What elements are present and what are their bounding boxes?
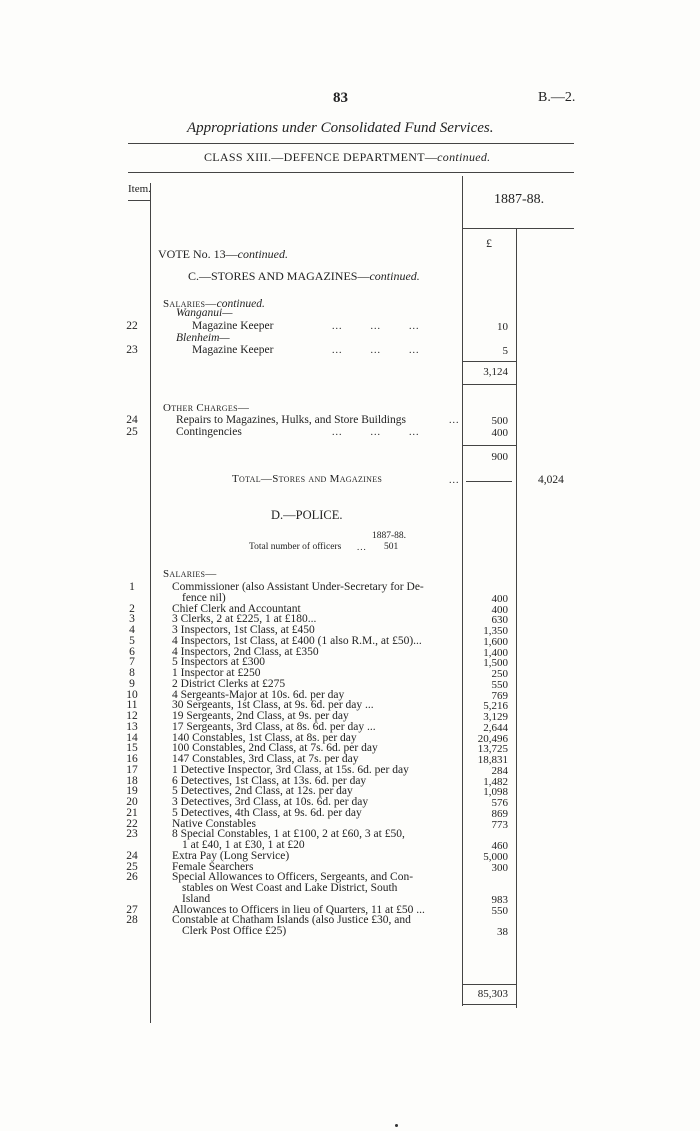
police-item-amount: 869 — [491, 807, 508, 820]
police-salaries-label: Salaries— — [163, 568, 217, 580]
police-item-amount: 300 — [491, 861, 508, 874]
class-heading-main: CLASS XIII.—DEFENCE DEPARTMENT— — [204, 150, 438, 164]
stores-item-amount: 5 — [502, 345, 508, 357]
subtotal-rule — [462, 445, 516, 446]
currency-symbol: £ — [486, 236, 492, 250]
document-reference: B.—2. — [538, 90, 576, 105]
police-item-amount: 400 — [491, 603, 508, 616]
subtotal-rule — [462, 984, 516, 985]
police-item-number: 22 — [126, 817, 138, 830]
police-item-description: fence nil) — [182, 591, 226, 604]
police-item-amount: 630 — [491, 614, 508, 627]
police-item-description: 19 Sergeants, 2nd Class, at 9s. per day — [172, 710, 349, 722]
police-item-amount: 38 — [497, 926, 508, 938]
police-item-number: 5 — [129, 634, 135, 647]
police-item-description: 5 Detectives, 2nd Class, at 12s. per day — [172, 785, 353, 798]
police-item-number: 25 — [126, 860, 138, 873]
police-item-description: 1 at £40, 1 at £30, 1 at £20 — [182, 839, 305, 851]
police-item-description: 8 Special Constables, 1 at £100, 2 at £60, 3 at £50, — [172, 828, 405, 841]
vote-heading — [158, 247, 288, 262]
police-item-amount: 5,216 — [483, 700, 508, 713]
police-item-description: 140 Constables, 1st Class, at 8s. per day — [172, 731, 357, 744]
other-charges-subtotal: 900 — [491, 451, 508, 463]
police-item-number: 16 — [126, 753, 138, 765]
police-item-description: stables on West Coast and Lake District, South — [182, 882, 398, 894]
stores-item-description: Magazine Keeper — [192, 344, 274, 356]
stores-salaries-text: Salaries— — [163, 298, 217, 310]
police-item-description: 1 Detective Inspector, 3rd Class, at 15s. 6d. per day — [172, 763, 409, 776]
police-item-description: 4 Inspectors, 1st Class, at £400 (1 also R.M., at £50)... — [172, 634, 422, 647]
police-item-amount: 284 — [491, 764, 508, 777]
amount-column-left-rule — [462, 176, 463, 1006]
police-item-number: 20 — [126, 796, 138, 808]
police-item-number: 15 — [126, 742, 138, 755]
police-item-amount: 460 — [491, 840, 508, 852]
other-item-description: Contingencies — [176, 426, 242, 438]
police-item-description: 2 District Clerks at £275 — [172, 677, 286, 690]
police-item-number: 24 — [126, 849, 138, 862]
police-item-description: 100 Constables, 2nd Class, at 7s. 6d. per day — [172, 742, 378, 755]
officers-label: Total number of officers — [249, 542, 342, 552]
other-charges-label: Other Charges— — [163, 402, 250, 414]
police-item-amount: 1,350 — [483, 625, 508, 637]
police-item-amount: 2,644 — [483, 721, 508, 734]
police-item-description: Chief Clerk and Accountant — [172, 602, 301, 615]
police-item-amount: 983 — [491, 893, 508, 906]
police-item-amount: 400 — [491, 592, 508, 605]
police-item-number: 23 — [126, 828, 138, 841]
police-item-amount: 20,496 — [477, 732, 508, 745]
class-heading — [204, 150, 490, 165]
police-heading: D.—POLICE. — [271, 508, 343, 522]
leader-dots: ... ... ... — [332, 427, 420, 438]
police-item-amount: 1,500 — [483, 657, 508, 670]
other-item-number: 24 — [126, 414, 138, 426]
vote-heading-continued: continued. — [237, 247, 288, 261]
police-item-amount: 550 — [491, 678, 508, 691]
police-item-description: Female Searchers — [172, 860, 254, 873]
police-item-amount: 1,400 — [483, 646, 508, 659]
police-item-number: 2 — [129, 602, 135, 615]
police-item-description: 5 Detectives, 4th Class, at 9s. 6d. per day — [172, 806, 362, 819]
police-item-description: Island — [182, 892, 211, 905]
other-item-amount: 400 — [491, 427, 508, 439]
leader-dots: ... ... ... — [332, 345, 420, 356]
police-item-number: 13 — [126, 720, 138, 733]
year-column-header: 1887-88. — [494, 192, 545, 207]
stores-total-label: Total—Stores and Magazines — [232, 473, 383, 485]
other-item-number: 25 — [126, 426, 138, 438]
year-header-rule — [462, 228, 574, 229]
item-header-rule — [128, 200, 150, 201]
police-item-amount: 1,482 — [483, 775, 508, 788]
total-rule — [466, 481, 512, 482]
stores-item-number: 23 — [126, 344, 138, 356]
police-item-number: 18 — [126, 774, 138, 787]
officers-count: 501 — [384, 542, 399, 552]
police-item-amount: 550 — [491, 904, 508, 917]
page-mark — [395, 1124, 398, 1127]
police-item-number: 11 — [126, 699, 138, 712]
page-title: Appropriations under Consolidated Fund Services. — [187, 120, 494, 136]
leader-dots: ... — [449, 415, 460, 426]
police-item-number: 12 — [126, 710, 138, 722]
stores-salaries-subtotal: 3,124 — [483, 366, 508, 378]
police-item-amount: 13,725 — [477, 743, 508, 756]
stores-item-description: Magazine Keeper — [192, 320, 274, 332]
officers-year: 1887-88. — [372, 531, 407, 541]
heading-rule — [128, 172, 574, 173]
police-item-number: 9 — [129, 677, 135, 690]
police-item-number: 1 — [129, 581, 135, 593]
title-rule — [128, 143, 574, 144]
police-item-number: 28 — [126, 914, 138, 927]
stores-item-amount: 10 — [497, 321, 508, 333]
police-item-description: Native Constables — [172, 817, 256, 830]
police-item-amount: 18,831 — [477, 754, 508, 766]
police-item-description: Allowances to Officers in lieu of Quarters, 11 at £50 ... — [172, 903, 425, 916]
stores-salaries-continued: continued. — [216, 298, 265, 310]
wanganui-label: Wanganui— — [176, 307, 233, 319]
subtotal-rule — [462, 361, 516, 362]
page-number: 83 — [333, 90, 348, 106]
subtotal-rule — [462, 1004, 516, 1005]
item-column-header: Item. — [128, 183, 151, 195]
police-item-description: Special Allowances to Officers, Sergeants, and Con- — [172, 871, 414, 884]
police-item-amount: 3,129 — [483, 711, 508, 723]
other-item-description: Repairs to Magazines, Hulks, and Store Buildings — [176, 414, 406, 426]
police-item-description: 3 Inspectors, 1st Class, at £450 — [172, 624, 315, 636]
police-item-description: 5 Inspectors at £300 — [172, 656, 265, 669]
police-item-amount: 773 — [491, 818, 508, 831]
other-item-amount: 500 — [491, 415, 508, 427]
police-item-amount: 769 — [491, 689, 508, 702]
police-item-description: 6 Detectives, 1st Class, at 13s. 6d. per day — [172, 774, 367, 787]
police-item-number: 27 — [126, 903, 138, 916]
police-item-description: 3 Detectives, 3rd Class, at 10s. 6d. per day — [172, 796, 369, 808]
police-item-number: 14 — [126, 731, 138, 744]
amount-column-right-rule — [516, 228, 517, 1008]
police-item-number: 19 — [126, 785, 138, 798]
police-item-description: 4 Inspectors, 2nd Class, at £350 — [172, 645, 319, 658]
police-item-amount: 250 — [491, 668, 508, 680]
blenheim-label: Blenheim— — [176, 332, 230, 344]
stores-heading-continued: continued. — [369, 269, 420, 283]
police-item-number: 6 — [129, 645, 135, 658]
police-item-number: 17 — [126, 763, 138, 776]
leader-dots: ... — [357, 542, 367, 552]
police-item-number: 4 — [129, 624, 135, 636]
subtotal-rule — [462, 384, 516, 385]
leader-dots: ... — [449, 475, 460, 486]
police-item-description: 1 Inspector at £250 — [172, 667, 261, 679]
police-item-description: 17 Sergeants, 3rd Class, at 8s. 6d. per day ... — [172, 720, 376, 733]
police-item-description: 3 Clerks, 2 at £225, 1 at £180... — [172, 613, 317, 626]
police-item-description: 30 Sergeants, 1st Class, at 9s. 6d. per day ... — [172, 699, 374, 712]
police-item-amount: 5,000 — [483, 850, 508, 863]
stores-total-amount: 4,024 — [538, 474, 564, 486]
police-item-amount: 1,600 — [483, 635, 508, 648]
police-item-number: 7 — [129, 656, 135, 669]
police-item-number: 3 — [129, 613, 135, 626]
police-item-number: 8 — [129, 667, 135, 679]
police-item-description: Constable at Chatham Islands (also Justice £30, and — [172, 914, 411, 927]
class-heading-continued: continued. — [437, 150, 491, 164]
police-item-amount: 1,098 — [483, 786, 508, 799]
stores-heading-main: C.—STORES AND MAGAZINES— — [188, 269, 370, 283]
police-item-description: Clerk Post Office £25) — [182, 925, 287, 937]
police-item-description: 147 Constables, 3rd Class, at 7s. per day — [172, 753, 359, 765]
stores-item-number: 22 — [126, 320, 138, 332]
police-item-description: Extra Pay (Long Service) — [172, 849, 290, 862]
leader-dots: ... ... ... — [332, 321, 420, 332]
police-item-number: 10 — [126, 688, 138, 701]
police-item-number: 26 — [126, 871, 138, 884]
police-item-amount: 576 — [491, 797, 508, 809]
police-item-description: 4 Sergeants-Major at 10s. 6d. per day — [172, 688, 345, 701]
stores-heading — [188, 269, 420, 284]
police-item-description: Commissioner (also Assistant Under-Secretary for De- — [172, 581, 424, 593]
police-subtotal: 85,303 — [477, 988, 508, 1000]
police-item-number: 21 — [126, 806, 138, 819]
vote-heading-main: VOTE No. 13— — [158, 247, 238, 261]
